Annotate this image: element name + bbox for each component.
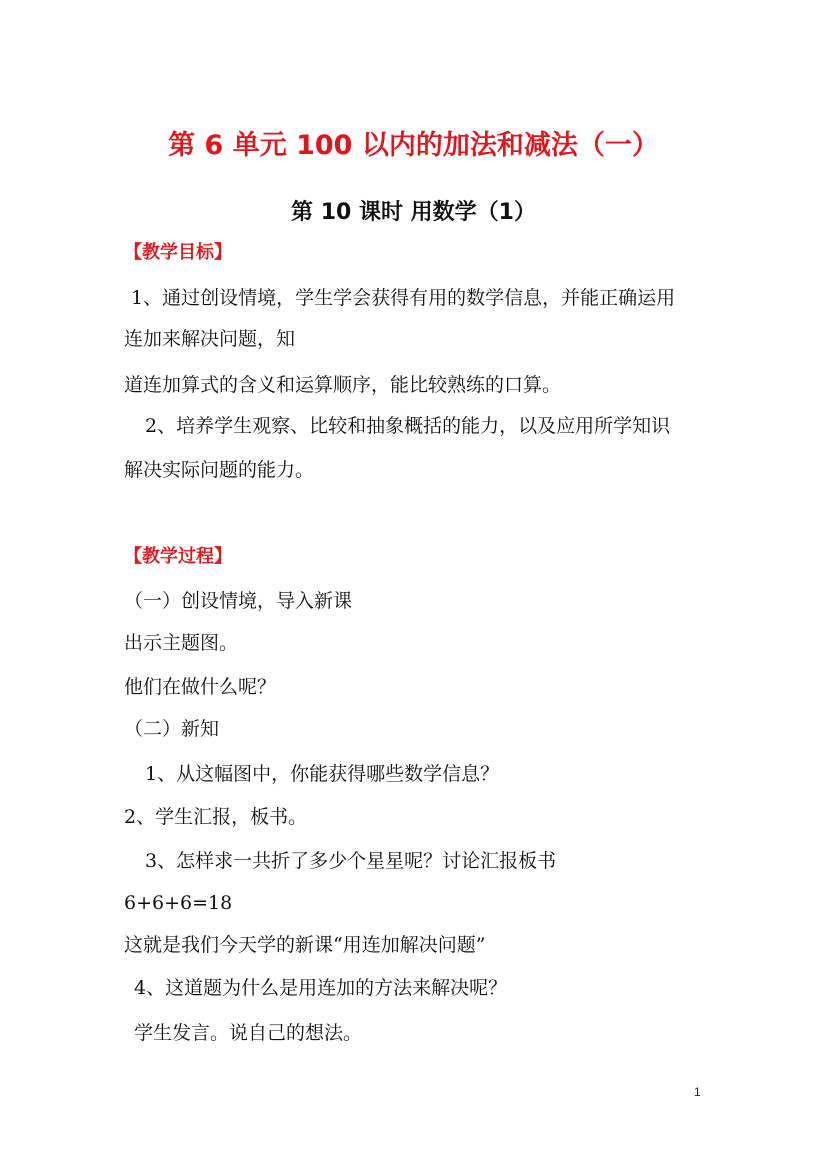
process-line: （一）创设情境，导入新课 xyxy=(124,590,353,612)
process-line: 学生发言。说自己的想法。 xyxy=(134,1022,363,1044)
process-line: 6+6+6=18 xyxy=(124,892,233,914)
process-line: 1、从这幅图中，你能获得哪些数学信息？ xyxy=(145,763,500,785)
process-heading: 【教学过程】 xyxy=(124,546,232,567)
process-line: 3、怎样求一共折了多少个星星呢？讨论汇报板书 xyxy=(145,850,557,872)
objective-line: 连加来解决问题，知 xyxy=(124,328,296,350)
lesson-title: 第 10 课时 用数学（1） xyxy=(291,200,536,225)
objective-line: 解决实际问题的能力。 xyxy=(124,459,315,481)
objective-line: 2、培养学生观察、比较和抽象概括的能力，以及应用所学知识 xyxy=(145,415,671,437)
process-line: （二）新知 xyxy=(124,718,220,740)
page-number: 1 xyxy=(694,1085,701,1099)
objective-line: 1、通过创设情境，学生学会获得有用的数学信息，并能正确运用 xyxy=(131,287,676,309)
process-line: 他们在做什么呢？ xyxy=(124,676,277,698)
unit-title: 第 6 单元 100 以内的加法和减法（一） xyxy=(168,130,659,161)
process-line: 出示主题图。 xyxy=(124,632,239,654)
process-line: 2、学生汇报，板书。 xyxy=(124,806,308,828)
objective-line: 道连加算式的含义和运算顺序，能比较熟练的口算。 xyxy=(124,374,562,396)
process-line: 4、这道题为什么是用连加的方法来解决呢？ xyxy=(134,977,508,999)
objectives-heading: 【教学目标】 xyxy=(124,242,232,263)
process-line: 这就是我们今天学的新课“用连加解决问题” xyxy=(124,934,486,956)
